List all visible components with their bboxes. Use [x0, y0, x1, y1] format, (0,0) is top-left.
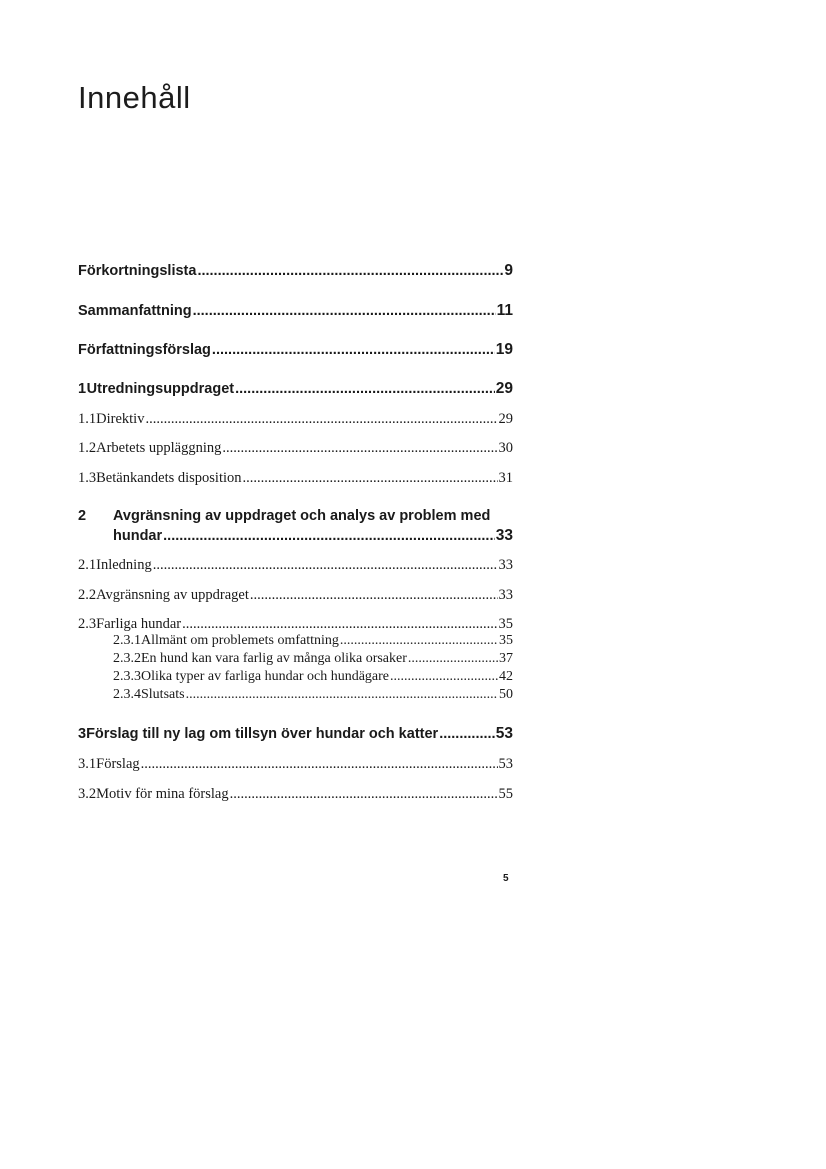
toc-entry-page: 31	[498, 470, 513, 486]
toc-entry-label: Direktiv	[96, 411, 145, 427]
leader-dots	[243, 470, 498, 487]
leader-dots	[340, 633, 498, 649]
toc-entry-page: 19	[495, 341, 513, 358]
toc-subsection-2-3-2[interactable]	[113, 651, 513, 667]
toc-entry-label: Förkortningslista	[78, 263, 197, 279]
toc-entry-page: 50	[499, 687, 513, 702]
toc-entry-page: 42	[499, 669, 513, 684]
toc-entry-number: 1.1	[78, 411, 97, 427]
toc-subsection-2-3-4[interactable]	[113, 687, 513, 703]
leader-dots	[439, 726, 495, 742]
toc-entry-number: 1.2	[78, 440, 97, 456]
toc-section-1-1[interactable]	[78, 411, 513, 428]
toc-entry-label: Avgränsning av uppdraget	[96, 587, 249, 603]
toc-entry-number: 2.3.2	[113, 651, 141, 666]
toc-subsection-2-3-3[interactable]	[113, 669, 513, 685]
toc-chapter-2-first-line[interactable]	[78, 508, 490, 524]
toc-entry-label: hundar	[113, 528, 163, 544]
toc-entry-page: 35	[499, 633, 513, 648]
toc-section-2-2[interactable]	[78, 587, 513, 604]
toc-entry-page: 9	[504, 262, 513, 279]
toc-entry-number: 2.2	[78, 587, 97, 603]
leader-dots	[230, 786, 498, 803]
toc-entry-number: 2.3	[78, 616, 97, 632]
toc-entry-page: 37	[499, 651, 513, 666]
toc-entry-page: 29	[495, 380, 513, 397]
toc-entry-page: 33	[495, 527, 513, 544]
leader-dots	[186, 687, 498, 703]
toc-entry-label: Utredningsuppdraget	[86, 381, 235, 397]
toc-entry-forfattningsforslag[interactable]	[78, 341, 513, 359]
toc-section-3-1[interactable]	[78, 756, 513, 773]
toc-entry-label: Sammanfattning	[78, 303, 192, 319]
toc-entry-number: 1.3	[78, 470, 97, 486]
toc-chapter-2[interactable]	[113, 527, 513, 545]
leader-dots	[235, 381, 495, 397]
toc-entry-label: Slutsats	[141, 687, 185, 702]
toc-entry-number: 2.3.4	[113, 687, 141, 702]
leader-dots	[390, 669, 498, 685]
toc-section-1-3[interactable]	[78, 470, 513, 487]
toc-section-2-3[interactable]	[78, 616, 513, 633]
leader-dots	[182, 616, 497, 633]
leader-dots	[250, 587, 498, 604]
toc-entry-label-line1: Avgränsning av uppdraget och analys av problem med	[113, 508, 491, 524]
toc-entry-number: 2.3.3	[113, 669, 141, 684]
toc-entry-page: 35	[498, 616, 513, 632]
toc-section-3-2[interactable]	[78, 786, 513, 803]
leader-dots	[408, 651, 498, 667]
leader-dots	[222, 440, 497, 457]
toc-entry-label: Förslag till ny lag om tillsyn över hundar och katter	[86, 726, 439, 742]
toc-entry-page: 30	[498, 440, 513, 456]
toc-entry-label: Författningsförslag	[78, 342, 211, 358]
toc-entry-page: 11	[496, 302, 513, 319]
toc-entry-label: Förslag	[96, 756, 140, 772]
toc-entry-page: 33	[498, 557, 513, 573]
toc-entry-number: 3	[78, 726, 87, 742]
toc-entry-number: 3.1	[78, 756, 97, 772]
toc-chapter-1[interactable]	[78, 380, 513, 398]
toc-entry-number: 3.2	[78, 786, 97, 802]
leader-dots	[141, 756, 498, 773]
toc-entry-page: 29	[498, 411, 513, 427]
page-number: 5	[503, 873, 509, 884]
leader-dots	[163, 528, 495, 544]
leader-dots	[153, 557, 498, 574]
page-title: Innehåll	[78, 80, 191, 115]
leader-dots	[193, 303, 496, 319]
toc-entry-label: Betänkandets disposition	[96, 470, 242, 486]
toc-entry-label: En hund kan vara farlig av många olika orsaker	[141, 651, 407, 666]
leader-dots	[212, 342, 495, 358]
toc-section-1-2[interactable]	[78, 440, 513, 457]
toc-entry-forkortningslista[interactable]	[78, 262, 513, 280]
toc-subsection-2-3-1[interactable]	[113, 633, 513, 649]
toc-entry-number: 2	[78, 508, 87, 524]
leader-dots	[145, 411, 497, 428]
toc-entry-page: 55	[498, 786, 513, 802]
leader-dots	[197, 263, 503, 279]
toc-chapter-3[interactable]	[78, 725, 513, 743]
toc-entry-label: Olika typer av farliga hundar och hundägare	[141, 669, 390, 684]
toc-entry-page: 53	[495, 725, 513, 742]
toc-entry-page: 53	[498, 756, 513, 772]
toc-entry-number: 2.3.1	[113, 633, 141, 648]
toc-entry-label: Farliga hundar	[96, 616, 182, 632]
toc-entry-sammanfattning[interactable]	[78, 302, 513, 320]
toc-entry-number: 1	[78, 381, 87, 397]
toc-entry-page: 33	[498, 587, 513, 603]
toc-entry-label: Motiv för mina förslag	[96, 786, 229, 802]
toc-entry-label: Arbetets uppläggning	[96, 440, 222, 456]
toc-entry-number: 2.1	[78, 557, 97, 573]
toc-entry-label: Allmänt om problemets omfattning	[141, 633, 339, 648]
toc-entry-label: Inledning	[96, 557, 152, 573]
toc-section-2-1[interactable]	[78, 557, 513, 574]
